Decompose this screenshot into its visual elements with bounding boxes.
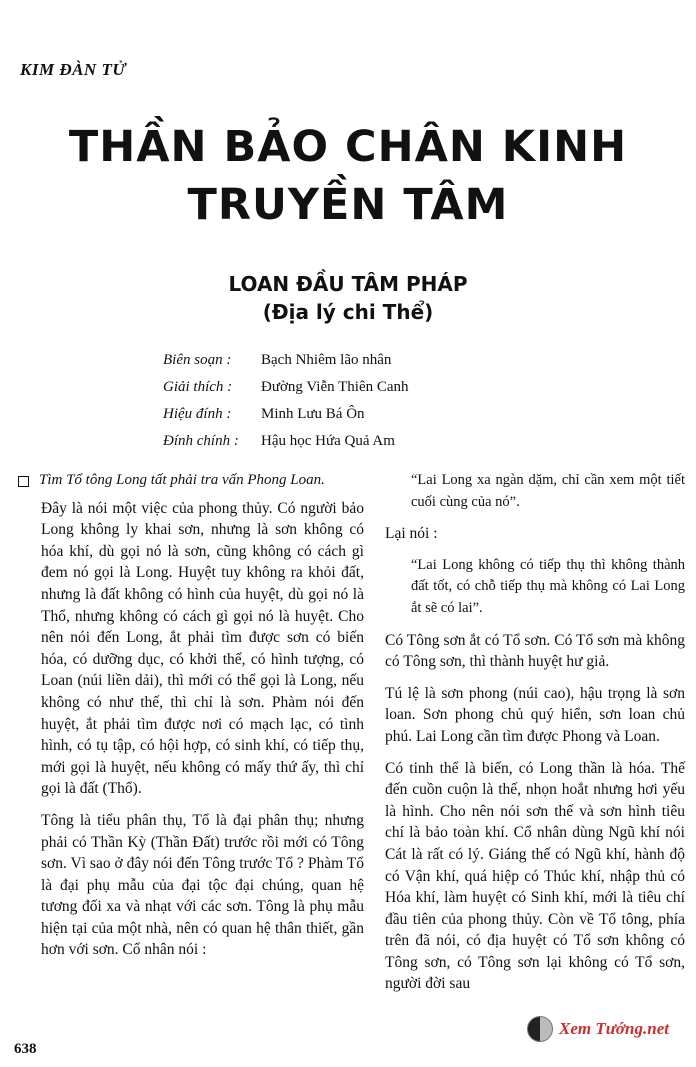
credit-row [163,428,409,455]
body-paragraph: Tông là tiểu phân thụ, Tổ là đại phân thụ; nhưng phải có Thần Kỳ (Thần Đất) trước rồi mới có Tông sơn. Vì sao ở đây nói đến Tông trước Tổ ? Phàm Tổ là đại phụ mẫu của đại tộc đại chúng, quan hệ tương đối xa và nhạt với các sơn. Tông là phụ mẫu hiện tại của một nhà, nên có quan hệ thân thiết, gần hơn với sơn. Cổ nhân nói : [41,811,364,959]
chapter-title-line-2: TRUYỀN TÂM [187,180,509,230]
credit-role: Hiệu đính : [163,406,232,422]
body-paragraph: Đây là nói một việc của phong thủy. Có người bảo Long không ly khai sơn, nhưng là sơn không có hóa khí, dù gọi nó là sơn, cũng không có cách gì đem nó gọi là Long. Huyệt tuy không ra khỏi đất, nhưng là đất không có hình của huyệt, dù gọi nó là Thổ, nhưng không có cách gì gọi nó là huyệt. Cho nên nói đến Long, ắt phải tìm được sơn có biến hóa, có dưỡng dục, có khởi thế, có hình tượng, có Loan (núi liền dải), thì mới có thể gọi là Long, nếu không có như thế, thì chỉ là sơn. Phàm nói đến huyệt, ắt phải tìm được nơi có mạch lạc, có tình hình, có tụ tập, có hội hợp, có sinh khí, có tiếp thụ, mới gọi là huyệt, nếu không có mấy thứ ấy, thì chỉ gọi là đất (Thổ). [41,499,364,798]
book-author-header: KIM ĐÀN TỬ [20,60,127,79]
body-paragraph: Lại nói : [385,525,438,543]
credit-row [163,347,409,374]
square-bullet-icon [18,476,29,487]
credits-list [163,347,409,455]
subtitle-line-2: (Địa lý chi Thể) [262,300,434,324]
section-heading [14,470,364,492]
credit-name: Minh Lưu Bá Ôn [261,406,365,422]
watermark-text: Xem Tướng.net [559,1019,669,1038]
credit-role: Đính chính : [163,433,239,449]
yin-yang-icon [527,1016,553,1042]
page-number: 638 [14,1041,37,1057]
section-title: Tìm Tổ tông Long tất phải tra vấn Phong Loan. [39,472,325,488]
body-paragraph: Có tinh thể là biến, có Long thần là hóa. Thế đến cuồn cuộn là thế, nhọn hoắt nhưng hơi yếu là hình. Cho nên nói sơn thế và sơn hình tiêu chí là bảo toàn khí. Cổ nhân dùng Ngũ khí nói Cát là rất có lý. Giáng thế có Ngũ khí, hành độ có Vận khí, quá hiệp có Thúc khí, nhập thủ có Hóa khí, làm huyệt có Sinh khí, mới là tiêu chí đầu tiên của phong thủy. Còn về Tổ tông, phía trên đã nói, có địa huyệt có Tổ sơn không có Tông sơn, có Tông sơn lại không có Tổ sơn, người đời sau [385,759,685,993]
chapter-subtitle [0,270,696,326]
credit-row [163,401,409,428]
credit-name: Bạch Nhiêm lão nhân [261,352,392,368]
body-paragraph: Có Tông sơn ắt có Tổ sơn. Có Tổ sơn mà không có Tông sơn, thì thành huyệt hư giả. [385,631,685,671]
right-column [385,470,685,1005]
site-watermark [527,1016,669,1042]
credit-name: Đường Viễn Thiên Canh [261,379,409,395]
quote-paragraph: “Lai Long xa ngàn dặm, chỉ cần xem một tiết cuối cùng của nó”. [411,472,685,510]
credit-name: Hậu học Hứa Quả Am [261,433,395,449]
chapter-title-line-1: THẦN BẢO CHÂN KINH [68,122,628,172]
left-column [14,470,364,971]
credit-role: Biên soạn : [163,352,232,368]
credit-row [163,374,409,401]
chapter-title [0,118,696,234]
subtitle-line-1: LOAN ĐẦU TÂM PHÁP [228,272,468,296]
body-paragraph: Tú lệ là sơn phong (núi cao), hậu trọng là sơn loan. Sơn phong chủ quý hiển, sơn loan chủ phú. Lai Long cần tìm được Phong và Loan. [385,684,685,745]
credit-role: Giải thích : [163,379,233,395]
quote-paragraph: “Lai Long không có tiếp thụ thì không thành đất tốt, có chỗ tiếp thụ mà không có Lai Long ắt sẽ có lai”. [411,556,685,616]
